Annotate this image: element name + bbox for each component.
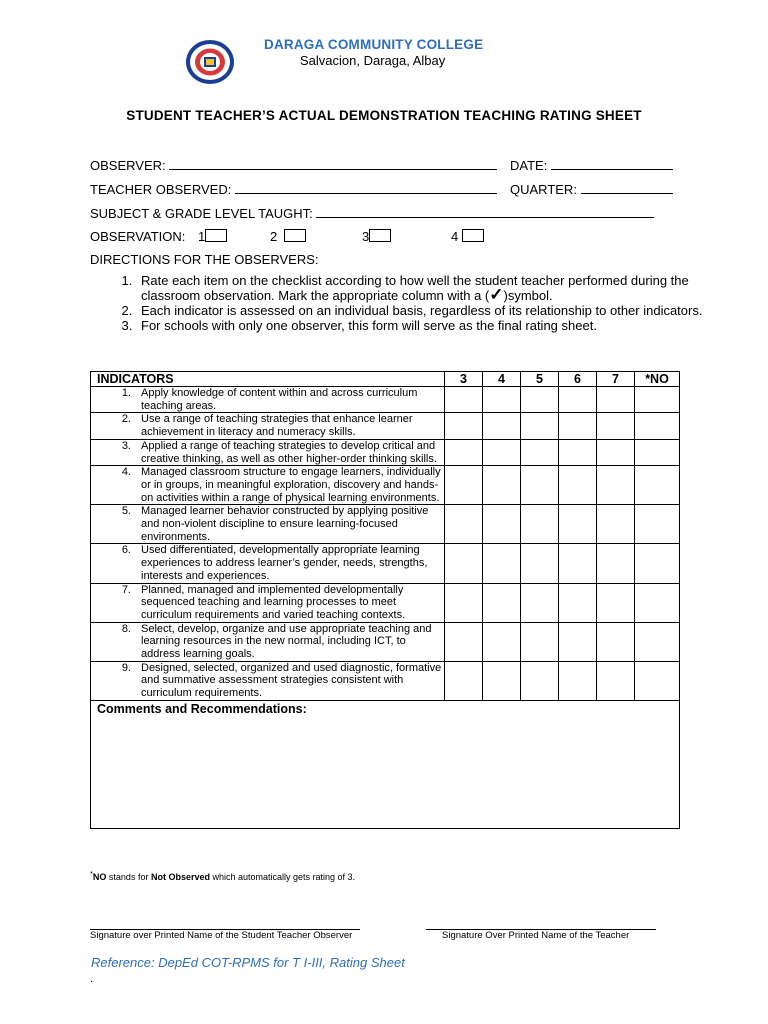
rating-cell-3[interactable] [445,544,483,583]
observer-signature-label: Signature over Printed Name of the Student Teacher Observer [90,930,353,941]
rating-cell-6[interactable] [559,387,597,413]
date-label: DATE: [510,158,548,173]
rating-cell-no[interactable] [635,387,680,413]
table-row [91,544,680,583]
indicator-cell [91,544,445,583]
indicator-text: Applied a range of teaching strategies to develop critical and creative thinking, as well as other higher-order thinking skills. [141,439,437,465]
comments-box[interactable] [91,700,680,828]
header-rating-4: 4 [483,372,521,387]
rating-cell-no[interactable] [635,439,680,465]
rating-cell-4[interactable] [483,583,521,622]
header-rating-6: 6 [559,372,597,387]
rating-cell-6[interactable] [559,505,597,544]
rating-cell-6[interactable] [559,661,597,700]
rating-cell-3[interactable] [445,387,483,413]
observation-option-4[interactable]: 4 [451,229,484,244]
rating-cell-7[interactable] [597,387,635,413]
direction-item: 3. For schools with only one observer, this form will serve as the final rating sheet. [136,318,726,333]
rating-cell-7[interactable] [597,413,635,439]
header-rating-3: 3 [445,372,483,387]
rating-cell-6[interactable] [559,413,597,439]
indicator-text: Used differentiated, developmentally appropriate learning experiences to address learner’s gender, needs, strengths, interests and experiences. [141,544,428,582]
rating-cell-4[interactable] [483,439,521,465]
table-row [91,661,680,700]
observation-option-2[interactable]: 2 [270,229,306,244]
footnote: *NO stands for Not Observed which automatically gets rating of 3. [90,869,356,882]
indicator-number: 6. [121,544,131,557]
header-indicators: INDICATORS [91,372,445,387]
indicator-cell [91,661,445,700]
indicator-text: Select, develop, organize and use appropriate teaching and learning resources in the new normal, including ICT, to address learning goals. [141,622,432,661]
indicator-cell [91,505,445,544]
college-address: Salvacion, Daraga, Albay [300,53,446,68]
observation-option-3[interactable]: 3 [362,229,391,244]
observation-option-1[interactable]: 1 [198,229,227,244]
rating-cell-7[interactable] [597,544,635,583]
rating-cell-5[interactable] [521,387,559,413]
rating-cell-5[interactable] [521,544,559,583]
indicator-number: 3. [121,439,131,452]
rating-cell-5[interactable] [521,439,559,465]
comments-row [91,700,680,828]
observer-line[interactable] [169,157,497,170]
observation-label: OBSERVATION: [90,229,186,244]
indicator-text: Designed, selected, organized and used diagnostic, formative and summative assessment strategies consistent with curriculum requirements. [141,661,442,700]
indicator-cell [91,439,445,465]
indicator-text: Apply knowledge of content within and across curriculum teaching areas. [141,387,418,412]
rating-cell-3[interactable] [445,661,483,700]
observer-field[interactable] [90,157,497,173]
rating-cell-no[interactable] [635,505,680,544]
quarter-label: QUARTER: [510,182,577,197]
indicator-cell [91,387,445,413]
rating-cell-7[interactable] [597,466,635,505]
checkmark-icon: ✓ [489,285,504,304]
table-row [91,413,680,439]
rating-cell-5[interactable] [521,622,559,661]
rating-cell-7[interactable] [597,505,635,544]
indicator-number: 7. [121,583,131,596]
observation-checkbox-4[interactable] [462,229,484,242]
observation-checkbox-3[interactable] [369,229,391,242]
rating-cell-6[interactable] [559,466,597,505]
header-not-observed: *NO [635,372,680,387]
observation-checkbox-2[interactable] [284,229,306,242]
indicator-text: Managed learner behavior constructed by applying positive and non-violent discipline to ensure learning-focused environments. [141,505,429,543]
direction-item: 2. Each indicator is assessed on an individual basis, regardless of its relationship to other indicators. [136,303,726,318]
table-header-row [91,372,680,387]
indicator-cell [91,583,445,622]
rating-cell-3[interactable] [445,583,483,622]
indicator-number: 2. [121,413,131,426]
table-row [91,583,680,622]
rating-cell-7[interactable] [597,439,635,465]
quarter-field[interactable] [510,181,673,197]
rating-cell-4[interactable] [483,661,521,700]
indicator-number: 5. [121,505,131,518]
indicator-number: 4. [121,466,131,479]
header-rating-7: 7 [597,372,635,387]
rating-cell-no[interactable] [635,544,680,583]
reference-note: Reference: DepEd COT-RPMS for T I-III, Rating Sheet [91,955,405,970]
table-row [91,466,680,505]
rating-cell-5[interactable] [521,466,559,505]
indicator-number: 8. [121,622,131,635]
rating-cell-3[interactable] [445,622,483,661]
rating-cell-3[interactable] [445,413,483,439]
rating-cell-4[interactable] [483,544,521,583]
subject-label: SUBJECT & GRADE LEVEL TAUGHT: [90,206,313,221]
indicator-cell [91,622,445,661]
subject-line[interactable] [316,205,654,218]
table-row [91,505,680,544]
table-row [91,439,680,465]
rating-cell-no[interactable] [635,583,680,622]
rating-cell-5[interactable] [521,583,559,622]
rating-cell-6[interactable] [559,544,597,583]
indicator-text: Planned, managed and implemented developmentally sequenced teaching and learning processes to meet curriculum requirements and varied teaching contexts. [141,583,406,621]
teacher-signature-label: Signature Over Printed Name of the Teacher [442,930,630,941]
indicator-text: Managed classroom structure to engage learners, individually or in groups, in meaningful exploration, discovery and hands-on activities within a range of physical learning environments. [141,466,441,504]
rating-cell-5[interactable] [521,413,559,439]
rating-cell-6[interactable] [559,439,597,465]
rating-cell-3[interactable] [445,439,483,465]
rating-cell-7[interactable] [597,622,635,661]
directions-list [90,273,726,333]
date-field[interactable] [510,157,673,173]
rating-cell-7[interactable] [597,583,635,622]
rating-cell-7[interactable] [597,661,635,700]
indicator-text: Use a range of teaching strategies that enhance learner achievement in literacy and numeracy skills. [141,413,413,439]
rating-cell-4[interactable] [483,413,521,439]
college-seal-icon [184,38,236,86]
college-name: DARAGA COMMUNITY COLLEGE [264,37,484,52]
trailing-mark: . [90,973,94,985]
rating-table [90,371,680,829]
teacher-observed-label: TEACHER OBSERVED: [90,182,232,197]
indicator-number: 9. [121,661,131,674]
rating-cell-5[interactable] [521,505,559,544]
subject-field[interactable] [90,205,654,221]
teacher-observed-line[interactable] [235,181,497,194]
rating-cell-no[interactable] [635,622,680,661]
quarter-line[interactable] [581,181,673,194]
table-row [91,387,680,413]
rating-cell-3[interactable] [445,466,483,505]
rating-cell-4[interactable] [483,387,521,413]
comments-label: Comments and Recommendations: [97,701,307,716]
observation-checkbox-1[interactable] [205,229,227,242]
date-line[interactable] [551,157,673,170]
observer-label: OBSERVER: [90,158,166,173]
table-row [91,622,680,661]
rating-cell-4[interactable] [483,466,521,505]
rating-cell-no[interactable] [635,466,680,505]
indicator-number: 1. [121,387,131,399]
header-rating-5: 5 [521,372,559,387]
directions-heading: DIRECTIONS FOR THE OBSERVERS: [90,252,319,267]
rating-cell-no[interactable] [635,413,680,439]
rating-cell-4[interactable] [483,622,521,661]
rating-cell-6[interactable] [559,622,597,661]
indicator-cell [91,466,445,505]
direction-item: 1. Rate each item on the checklist according to how well the student teacher performed during the classroom observation. Mark the appropriate column with a (✓)symbol. [136,273,726,303]
rating-cell-no[interactable] [635,661,680,700]
rating-cell-6[interactable] [559,583,597,622]
rating-cell-3[interactable] [445,505,483,544]
sheet-title: STUDENT TEACHER’S ACTUAL DEMONSTRATION TEACHING RATING SHEET [126,108,642,123]
rating-cell-4[interactable] [483,505,521,544]
teacher-observed-field[interactable] [90,181,497,197]
rating-cell-5[interactable] [521,661,559,700]
indicator-cell [91,413,445,439]
